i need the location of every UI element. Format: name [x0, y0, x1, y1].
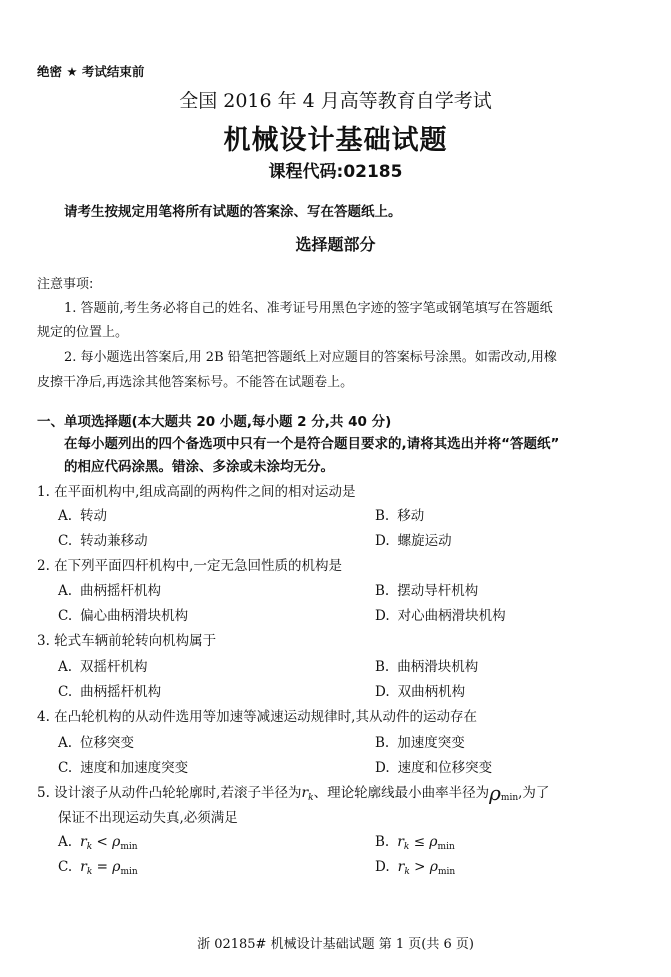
- relation-operator: <: [96, 834, 108, 850]
- option-label: C.: [58, 533, 73, 549]
- question-3-option-d: [375, 680, 465, 700]
- option-text: 曲柄摇杆机构: [80, 684, 162, 700]
- question-2-option-b: [375, 579, 478, 599]
- exam-header: 全国 2016 年 4 月高等教育自学考试: [179, 90, 492, 112]
- option-label: D.: [375, 684, 390, 700]
- question-2-option-c: [58, 604, 188, 624]
- symbol-r: r: [80, 834, 87, 850]
- rho-symbol: ρ: [429, 859, 438, 875]
- note-1-line-2: 规定的位置上。: [37, 325, 129, 340]
- option-text: 双摇杆机构: [80, 659, 148, 675]
- option-label: B.: [375, 834, 390, 850]
- option-label: D.: [375, 859, 390, 875]
- option-text: 速度和加速度突变: [80, 760, 189, 776]
- answer-instruction: 请考生按规定用笔将所有试题的答案涂、写在答题纸上。: [64, 204, 402, 220]
- question-4-option-c: [58, 756, 188, 776]
- question-5-stem-line-2: 保证不出现运动失真,必须满足: [58, 810, 238, 826]
- question-4-option-a: [58, 731, 134, 751]
- option-label: A.: [58, 735, 73, 751]
- symbol-r: r: [80, 859, 87, 875]
- relation-operator: =: [96, 859, 108, 875]
- symbol-r: r: [397, 859, 405, 875]
- question-5-option-a: [58, 834, 138, 852]
- note-2-line-2: 皮擦干净后,再选涂其他答案标号。不能答在试题卷上。: [37, 375, 354, 390]
- paper-title: 机械设计基础试题: [223, 125, 448, 156]
- option-label: C.: [58, 859, 73, 875]
- question-1-option-b: [375, 504, 424, 524]
- section-title: 选择题部分: [295, 235, 376, 254]
- symbol-r: r: [397, 834, 404, 850]
- notes-heading: 注意事项:: [37, 277, 94, 292]
- question-4-stem: 4. 在凸轮机构的从动件选用等加速等减速运动规律时,其从动件的运动存在: [37, 709, 477, 725]
- option-label: A.: [58, 508, 73, 524]
- rho-symbol: ρ: [112, 859, 121, 875]
- option-label: A.: [58, 834, 73, 850]
- option-label: A.: [58, 583, 73, 599]
- note-1-line-1: 1. 答题前,考生务必将自己的姓名、准考证号用黑色字迹的签字笔或钢笔填写在答题纸: [64, 301, 553, 316]
- option-label: D.: [375, 608, 390, 624]
- question-5-option-c: [58, 859, 138, 877]
- question-1-option-a: [58, 504, 107, 524]
- question-5-option-d: [375, 859, 455, 877]
- option-text: 加速度突变: [397, 735, 465, 751]
- symbol-k: k: [86, 842, 93, 852]
- symbol-k: k: [403, 842, 410, 852]
- option-text: 速度和位移突变: [397, 760, 493, 776]
- symbol-r: r: [301, 785, 309, 801]
- option-label: A.: [58, 659, 73, 675]
- part-instruction-line-2: 的相应代码涂黑。错涂、多涂或未涂均无分。: [64, 459, 334, 475]
- page-footer: 浙 02185# 机械设计基础试题 第 1 页(共 6 页): [197, 937, 474, 952]
- part-heading: 一、单项选择题(本大题共 20 小题,每小题 2 分,共 40 分): [37, 414, 392, 430]
- question-5-stem-line-1: [37, 781, 549, 805]
- relation-operator: >: [414, 859, 426, 875]
- option-text: 曲柄摇杆机构: [80, 583, 162, 599]
- option-text: 位移突变: [80, 735, 135, 751]
- option-text: 螺旋运动: [397, 533, 452, 549]
- min-subscript: min: [437, 842, 455, 852]
- min-subscript: min: [437, 867, 456, 877]
- part-instruction-line-1: 在每小题列出的四个备选项中只有一个是符合题目要求的,请将其选出并将“答题纸”: [64, 436, 560, 452]
- option-text: 双曲柄机构: [397, 684, 466, 700]
- option-label: C.: [58, 760, 73, 776]
- option-text: 摆动导杆机构: [397, 583, 479, 599]
- confidential-mark: 绝密 ★ 考试结束前: [37, 64, 145, 79]
- option-text: 偏心曲柄滑块机构: [80, 608, 189, 624]
- option-label: B.: [375, 659, 390, 675]
- relation-operator: ≤: [413, 834, 425, 850]
- question-2-option-a: [58, 579, 161, 599]
- question-2-stem: 2. 在下列平面四杆机构中,一定无急回性质的机构是: [37, 558, 342, 574]
- rho-symbol: ρ: [112, 834, 121, 850]
- option-label: C.: [58, 684, 73, 700]
- option-label: B.: [375, 508, 390, 524]
- min-subscript: min: [500, 793, 519, 803]
- symbol-k: k: [86, 867, 93, 877]
- option-label: C.: [58, 608, 73, 624]
- min-subscript: min: [120, 842, 138, 852]
- min-subscript: min: [120, 867, 138, 877]
- question-1-stem: 1. 在平面机构中,组成高副的两构件之间的相对运动是: [37, 484, 356, 500]
- roller-radius-symbol: [301, 785, 313, 801]
- question-2-option-d: [375, 604, 506, 624]
- rho-symbol: ρ: [429, 834, 438, 850]
- option-label: D.: [375, 533, 390, 549]
- symbol-k: k: [308, 793, 314, 803]
- stem-text: 、理论轮廓线最小曲率半径为: [313, 785, 490, 801]
- option-text: 移动: [397, 508, 425, 524]
- course-code: 课程代码:02185: [268, 162, 403, 182]
- option-text: 转动兼移动: [80, 533, 148, 549]
- question-1-option-d: [375, 529, 452, 549]
- option-text: 曲柄滑块机构: [397, 659, 479, 675]
- question-5-option-b: [375, 834, 455, 852]
- question-1-option-c: [58, 529, 148, 549]
- symbol-k: k: [404, 867, 410, 877]
- option-text: 对心曲柄滑块机构: [397, 608, 506, 624]
- note-2-line-1: 2. 每小题选出答案后,用 2B 铅笔把答题纸上对应题目的答案标号涂黑。如需改动,用橡: [64, 350, 557, 365]
- question-4-option-d: [375, 756, 492, 776]
- option-label: B.: [375, 735, 390, 751]
- option-label: B.: [375, 583, 390, 599]
- stem-text: 5. 设计滚子从动件凸轮轮廓时,若滚子半径为: [37, 785, 302, 801]
- question-3-option-a: [58, 655, 148, 675]
- question-3-option-c: [58, 680, 161, 700]
- question-4-option-b: [375, 731, 465, 751]
- question-3-option-b: [375, 655, 478, 675]
- option-text: 转动: [80, 508, 108, 524]
- rho-symbol: ρ: [489, 781, 501, 805]
- stem-text: ,为了: [518, 785, 550, 801]
- option-label: D.: [375, 760, 390, 776]
- question-3-stem: 3. 轮式车辆前轮转向机构属于: [37, 633, 217, 649]
